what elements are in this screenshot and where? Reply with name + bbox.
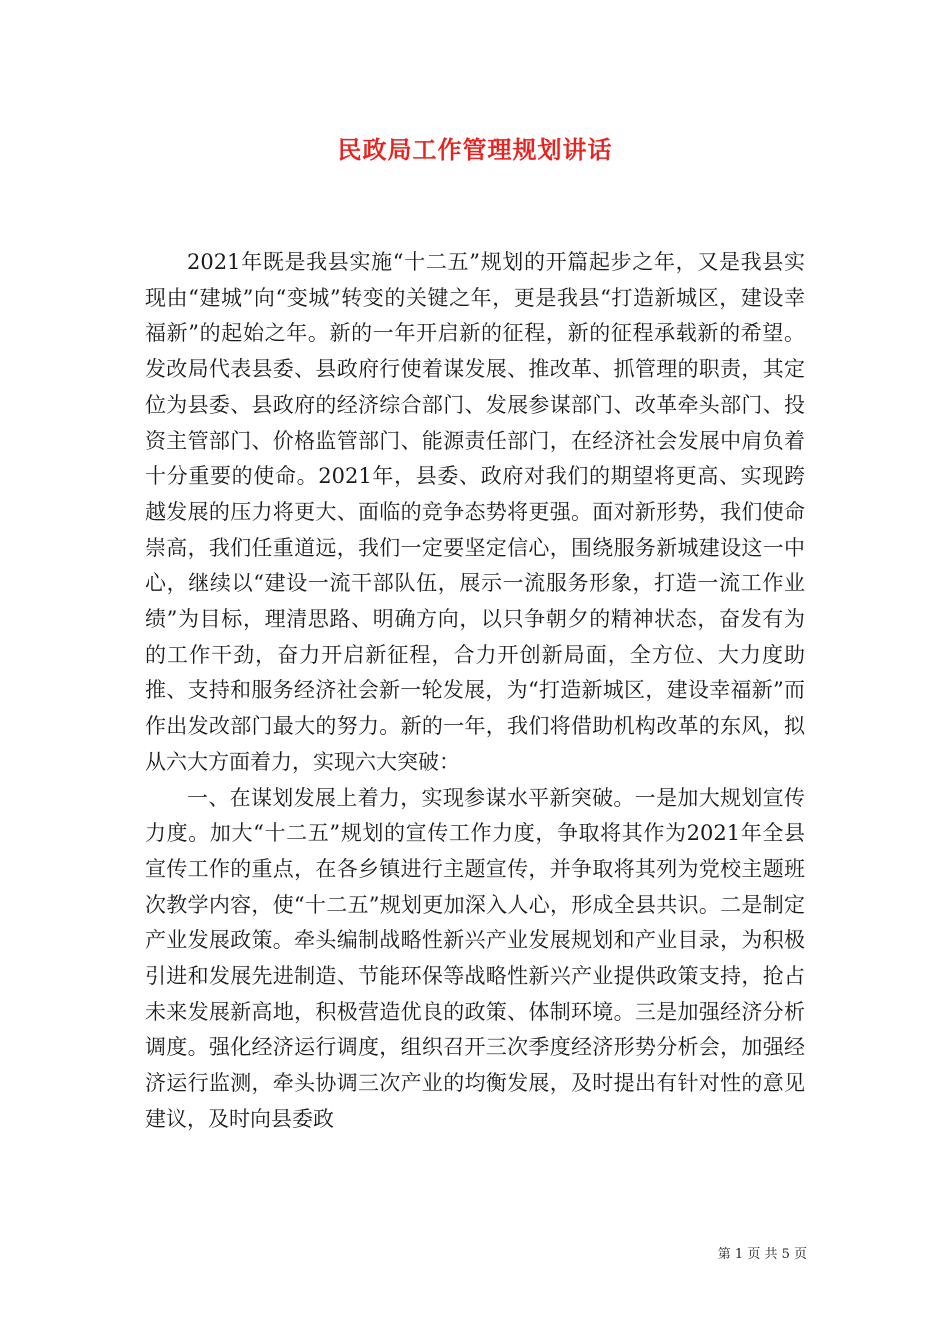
document-title: 民政局工作管理规划讲话 xyxy=(337,135,613,164)
page-number-indicator: 第 1 页 共 5 页 xyxy=(717,1247,807,1262)
paragraph-intro: 2021年既是我县实施“十二五”规划的开篇起步之年，又是我县实现由“建城”向“变城”转变的关键之年，更是我县“打造新城区，建设幸福新”的起始之年。新的一年开启新的征程，新的征程承载新的希望。发改局代表县委、县政府行使着谋发展、推改革、抓管理的职责，其定位为县委、县政府的经济综合部门、发展参谋部门、改革牵头部门、投资主管部门、价格监管部门、能源责任部门，在经济社会发展中肩负着十分重要的使命。2021年，县委、政府对我们的期望将更高、实现跨越发展的压力将更大、面临的竞争态势将更强。面对新形势，我们使命崇高，我们任重道远，我们一定要坚定信心，围绕服务新城建设这一中心，继续以“建设一流干部队伍，展示一流服务形象，打造一流工作业绩”为目标，理清思路、明确方向，以只争朝夕的精神状态，奋发有为的工作干劲，奋力开启新征程，合力开创新局面，全方位、大力度助推、支持和服务经济社会新一轮发展，为“打造新城区，建设幸福新”而作出发改部门最大的努力。新的一年，我们将借助机构改革的东风，拟从六大方面着力，实现六大突破： xyxy=(145,250,805,774)
document-body xyxy=(145,245,805,1138)
paragraph-section-one: 一、在谋划发展上着力，实现参谋水平新突破。一是加大规划宣传力度。加大“十二五”规划的宣传工作力度，争取将其作为2021年全县宣传工作的重点，在各乡镇进行主题宣传，并争取将其列为党校主题班次教学内容，使“十二五”规划更加深入人心，形成全县共识。二是制定产业发展政策。牵头编制战略性新兴产业发展规划和产业目录，为积极引进和发展先进制造、节能环保等战略性新兴产业提供政策支持，抢占未来发展新高地，积极营造优良的政策、体制环境。三是加强经济分析调度。强化经济运行调度，组织召开三次季度经济形势分析会，加强经济运行监测，牵头协调三次产业的均衡发展，及时提出有针对性的意见建议，及时向县委政 xyxy=(145,785,805,1131)
